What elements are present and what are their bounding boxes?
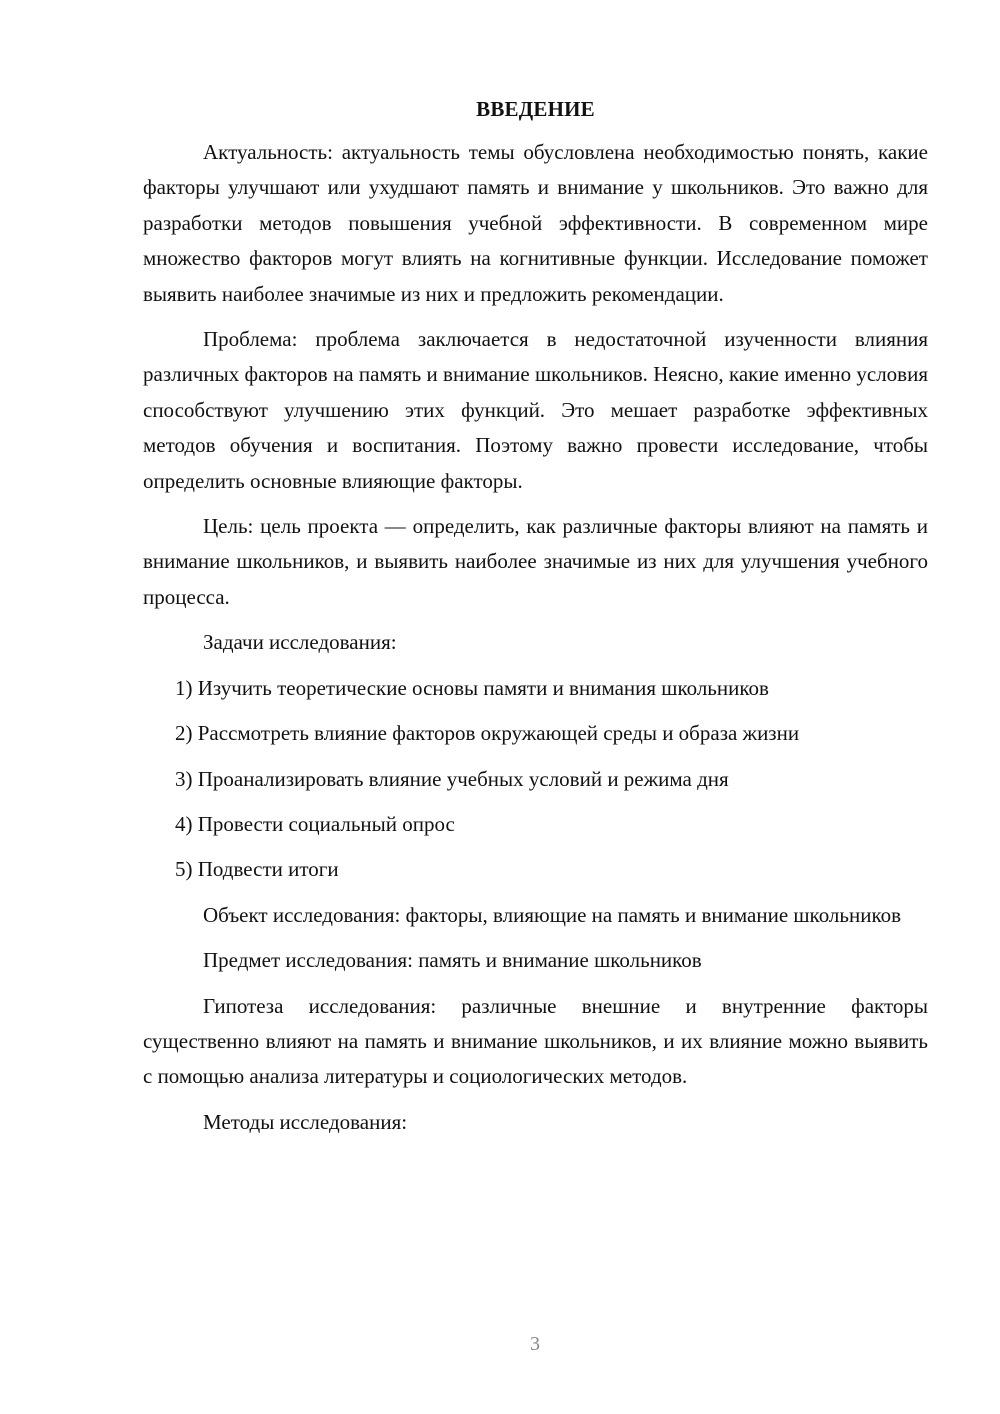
methods-heading: Методы исследования: (203, 1109, 408, 1134)
object-paragraph: Объект исследования: факторы, влияющие на память и внимание школьников (203, 902, 902, 927)
goal-paragraph: Цель: цель проекта — определить, как различные факторы влияют на память и внимание школьников, и выявить наиболее значимые из них для улучшения учебного процесса. (143, 514, 928, 609)
page-title: ВВЕДЕНИЕ (476, 97, 595, 121)
hypothesis-paragraph: Гипотеза исследования: различные внешние и внутренние факторы существенно влияют на память и внимание школьников, и их влияние можно выявить с помощью анализа литературы и социологических методов. (143, 993, 928, 1089)
task-item: 1) Изучить теоретические основы памяти и внимания школьников (175, 675, 769, 700)
page-content (143, 92, 928, 1150)
task-item: 4) Провести социальный опрос (175, 811, 455, 836)
task-item: 2) Рассмотреть влияние факторов окружающей среды и образа жизни (175, 721, 800, 746)
relevance-paragraph: Актуальность: актуальность темы обусловлена необходимостью понять, какие факторы улучшают или ухудшают память и внимание у школьников. Это важно для разработки методов повышения учебной эффективности. В современном мире множество факторов могут влиять на когнитивные функции. Исследование поможет выявить наиболее значимые из них и предложить рекомендации. (143, 140, 928, 306)
problem-paragraph: Проблема: проблема заключается в недостаточной изученности влияния различных факторов на память и внимание школьников. Неясно, какие именно условия способствуют улучшению этих функций. Это мешает разработке эффективных методов обучения и воспитания. Поэтому важно провести исследование, чтобы определить основные влияющие факторы. (143, 327, 928, 493)
subject-paragraph: Предмет исследования: память и внимание школьников (203, 948, 702, 973)
page-number: 3 (530, 1333, 540, 1355)
tasks-heading: Задачи исследования: (203, 630, 397, 655)
tasks-list (143, 671, 928, 888)
task-item: 3) Проанализировать влияние учебных условий и режима дня (175, 766, 729, 791)
task-item: 5) Подвести итоги (175, 857, 339, 882)
